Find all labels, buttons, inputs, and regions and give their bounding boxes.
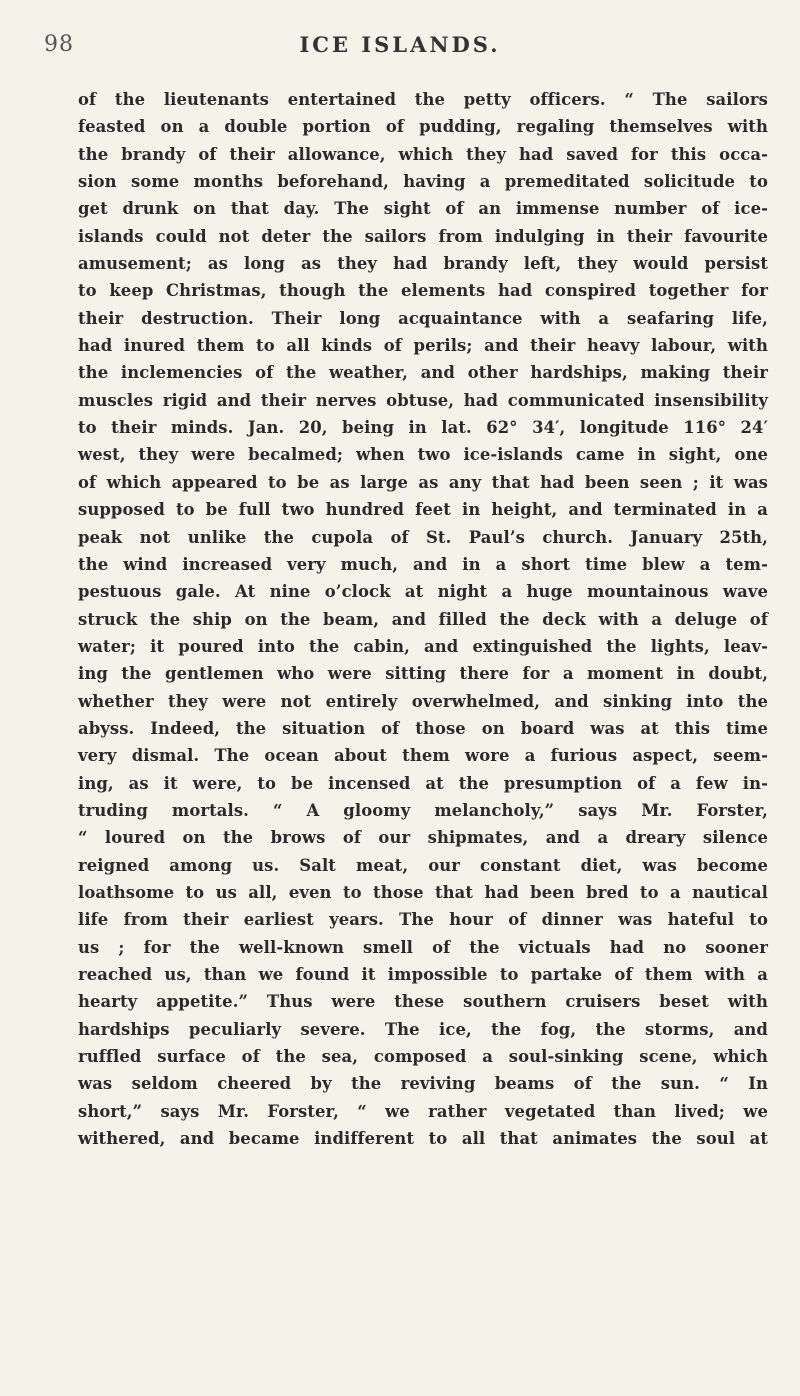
text-line: their destruction. Their long acquaintance with a seafaring life, [78, 308, 768, 328]
text-line: amusement; as long as they had brandy left, they would persist [78, 254, 768, 274]
text-line: us ; for the well-known smell of the victuals had no sooner [78, 937, 768, 957]
text-line: very dismal. The ocean about them wore a furious aspect, seem- [78, 746, 768, 766]
text-line: truding mortals. “ A gloomy melancholy,” says Mr. Forster, [78, 800, 768, 820]
page-number: 98 [44, 32, 74, 57]
text-line: short,” says Mr. Forster, “ we rather vegetated than lived; we [78, 1101, 768, 1121]
text-line: to keep Christmas, though the elements had conspired together for [78, 281, 768, 301]
text-line: to their minds. Jan. 20, being in lat. 62° 34′, longitude 116° 24′ [78, 418, 768, 438]
text-line: whether they were not entirely overwhelmed, and sinking into the [78, 691, 768, 711]
body-text [78, 86, 768, 1152]
text-line: west, they were becalmed; when two ice-islands came in sight, one [78, 445, 768, 465]
text-line: was seldom cheered by the reviving beams of the sun. “ In [78, 1074, 768, 1094]
text-line: reigned among us. Salt meat, our constant diet, was become [78, 855, 768, 875]
text-line: feasted on a double portion of pudding, regaling themselves with [78, 117, 768, 137]
text-line: abyss. Indeed, the situation of those on board was at this time [78, 718, 768, 738]
text-line: the wind increased very much, and in a short time blew a tem- [78, 554, 768, 574]
text-line: of the lieutenants entertained the petty officers. “ The sailors [78, 90, 768, 109]
text-line: ing the gentlemen who were sitting there for a moment in doubt, [78, 664, 768, 684]
text-line: loathsome to us all, even to those that had been bred to a nautical [78, 882, 768, 902]
running-header-title: ICE ISLANDS. [299, 32, 501, 57]
text-line: supposed to be full two hundred feet in height, and terminated in a [78, 500, 768, 520]
text-line: muscles rigid and their nerves obtuse, had communicated insensibility [78, 390, 768, 410]
text-line: life from their earliest years. The hour of dinner was hateful to [78, 910, 768, 930]
text-line: of which appeared to be as large as any that had been seen ; it was [78, 472, 768, 492]
text-line: had inured them to all kinds of perils; and their heavy labour, with [78, 336, 768, 356]
text-line: the inclemencies of the weather, and other hardships, making their [78, 363, 768, 383]
text-line: get drunk on that day. The sight of an immense number of ice- [78, 199, 768, 219]
text-line: pestuous gale. At nine o’clock at night a huge mountainous wave [78, 582, 768, 602]
text-line: reached us, than we found it impossible to partake of them with a [78, 965, 768, 984]
text-line: withered, and became indifferent to all that animates the soul at [78, 1129, 768, 1149]
text-line: peak not unlike the cupola of St. Paul’s church. January 25th, [78, 527, 768, 547]
text-line: hardships peculiarly severe. The ice, the fog, the storms, and [78, 1019, 768, 1039]
text-line: “ loured on the brows of our shipmates, and a dreary silence [78, 828, 768, 848]
text-line: islands could not deter the sailors from indulging in their favourite [78, 226, 768, 246]
text-line: water; it poured into the cabin, and extinguished the lights, leav- [78, 636, 768, 656]
text-line: ruffled surface of the sea, composed a soul-sinking scene, which [78, 1047, 768, 1067]
text-line: hearty appetite.” Thus were these southern cruisers beset with [78, 992, 768, 1012]
text-line: ing, as it were, to be incensed at the presumption of a few in- [78, 773, 768, 793]
text-line: sion some months beforehand, having a premeditated solicitude to [78, 172, 768, 192]
text-line: struck the ship on the beam, and filled the deck with a deluge of [78, 609, 768, 629]
text-line: the brandy of their allowance, which they had saved for this occa- [78, 144, 768, 164]
